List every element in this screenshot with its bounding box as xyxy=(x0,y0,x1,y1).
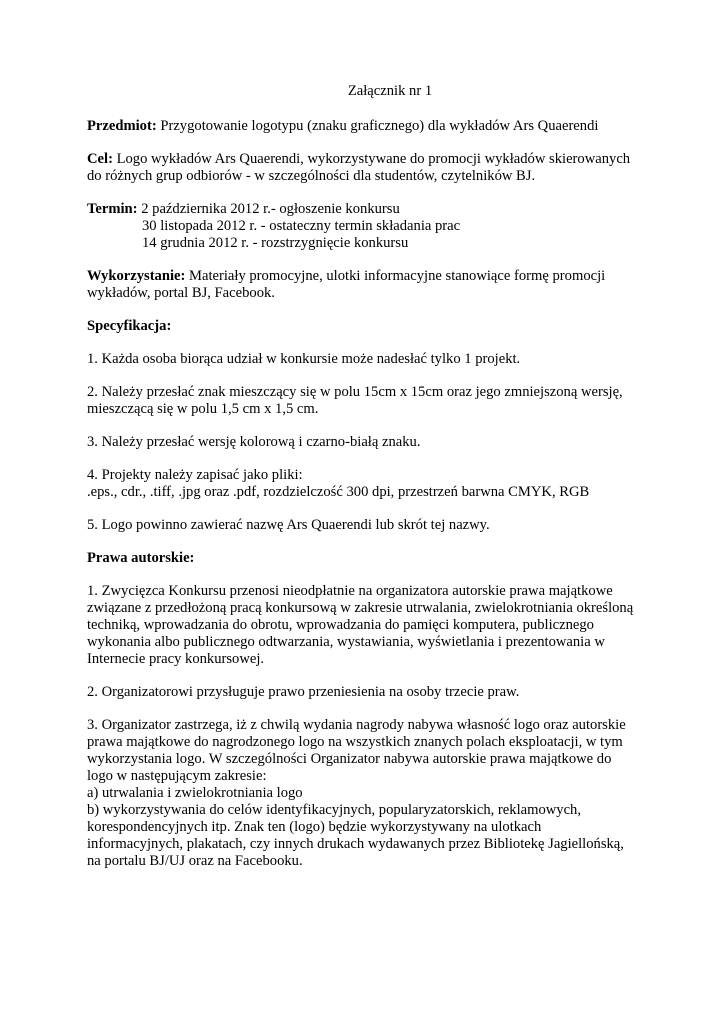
goal-paragraph xyxy=(87,151,647,185)
deadline-line-2: 30 listopada 2012 r. - ostateczny termin składania prac xyxy=(142,218,461,234)
document-page xyxy=(87,83,647,886)
deadline-label: Termin: xyxy=(87,201,138,217)
specification-item-5-text: 5. Logo powinno zawierać nazwę Ars Quaerendi lub skrót tej nazwy. xyxy=(87,517,490,533)
deadline-text-1: 2 października 2012 r.- ogłoszenie konkursu xyxy=(137,201,400,217)
specification-item-3-text: 3. Należy przesłać wersję kolorową i czarno-białą znaku. xyxy=(87,434,421,450)
copyright-item-3-line-7: korespondencyjnych itp. Znak ten (logo) będzie wykorzystywany na ulotkach xyxy=(87,819,542,835)
copyright-item-3 xyxy=(87,717,647,870)
copyright-item-3-line-9: na portalu BJ/UJ oraz na Facebooku. xyxy=(87,853,303,869)
copyright-item-1-line-5: Internecie pracy konkursowej. xyxy=(87,651,265,667)
specification-item-2-line-2: mieszczącą się w polu 1,5 cm x 1,5 cm. xyxy=(87,401,319,417)
copyright-item-1 xyxy=(87,583,647,668)
copyright-item-2-text: 2. Organizatorowi przysługuje prawo przeniesienia na osoby trzecie praw. xyxy=(87,684,520,700)
goal-label: Cel: xyxy=(87,151,113,167)
deadline-line-1 xyxy=(87,201,647,218)
copyright-item-3-line-3: wykorzystania logo. W szczególności Organizator nabywa autorskie prawa majątkowe do xyxy=(87,751,612,767)
subject-paragraph xyxy=(87,118,647,135)
specification-item-2-line-1: 2. Należy przesłać znak mieszczący się w polu 15cm x 15cm oraz jego zmniejszoną wersję, xyxy=(87,384,623,400)
usage-line-1 xyxy=(87,268,647,285)
copyright-item-2 xyxy=(87,684,647,701)
copyright-heading: Prawa autorskie: xyxy=(87,550,195,566)
copyright-item-3-line-6: b) wykorzystywania do celów identyfikacyjnych, popularyzatorskich, reklamowych, xyxy=(87,802,582,818)
goal-line-2: do różnych grup odbiorów - w szczególności dla studentów, czytelników BJ. xyxy=(87,168,536,184)
copyright-item-3-line-2: prawa majątkowe do nagrodzonego logo na wszystkich znanych polach eksploatacji, w tym xyxy=(87,734,623,750)
copyright-item-1-line-4: wykonania albo publicznego odtwarzania, wystawiania, wyświetlania i prezentowania w xyxy=(87,634,605,650)
specification-item-4-line-1: 4. Projekty należy zapisać jako pliki: xyxy=(87,467,303,483)
specification-item-4 xyxy=(87,467,647,501)
attachment-title: Załącznik nr 1 xyxy=(347,83,433,99)
specification-item-1 xyxy=(87,351,647,368)
specification-heading-paragraph xyxy=(87,318,647,335)
subject-label: Przedmiot: xyxy=(87,118,157,134)
specification-item-2 xyxy=(87,384,647,418)
specification-item-5 xyxy=(87,517,647,534)
usage-text-1: Materiały promocyjne, ulotki informacyjne stanowiące formę promocji xyxy=(185,268,606,284)
specification-item-4-line-2: .eps., cdr., .tiff, .jpg oraz .pdf, rozdzielczość 300 dpi, przestrzeń barwna CMYK, RGB xyxy=(87,484,590,500)
copyright-item-1-line-3: techniką, wprowadzania do obrotu, wprowadzania do pamięci komputera, publicznego xyxy=(87,617,594,633)
usage-line-2: wykładów, portal BJ, Facebook. xyxy=(87,285,275,301)
copyright-item-3-line-8: informacyjnych, plakatach, czy innych drukach wydawanych przez Bibliotekę Jagiellońską, xyxy=(87,836,624,852)
copyright-heading-paragraph xyxy=(87,550,647,567)
goal-text-1: Logo wykładów Ars Quaerendi, wykorzystywane do promocji wykładów skierowanych xyxy=(112,151,631,167)
specification-item-1-text: 1. Każda osoba biorąca udział w konkursie może nadesłać tylko 1 projekt. xyxy=(87,351,521,367)
goal-line-1 xyxy=(87,151,647,168)
copyright-item-3-line-4: logo w następującym zakresie: xyxy=(87,768,267,784)
copyright-item-1-line-1: 1. Zwycięzca Konkursu przenosi nieodpłatnie na organizatora autorskie prawa majątkowe xyxy=(87,583,613,599)
deadline-line-3: 14 grudnia 2012 r. - rozstrzygnięcie konkursu xyxy=(142,235,409,251)
deadline-paragraph xyxy=(87,201,647,252)
copyright-item-3-line-1: 3. Organizator zastrzega, iż z chwilą wydania nagrody nabywa własność logo oraz autorskie xyxy=(87,717,626,733)
subject-text: Przygotowanie logotypu (znaku graficznego) dla wykładów Ars Quaerendi xyxy=(156,118,599,134)
copyright-item-1-line-2: związane z przedłożoną pracą konkursową w zakresie utrwalania, zwielokrotniania określoną xyxy=(87,600,634,616)
specification-item-3 xyxy=(87,434,647,451)
usage-paragraph xyxy=(87,268,647,302)
copyright-item-3-line-5: a) utrwalania i zwielokrotniania logo xyxy=(87,785,303,801)
usage-label: Wykorzystanie: xyxy=(87,268,186,284)
subject-line xyxy=(87,118,647,135)
specification-heading: Specyfikacja: xyxy=(87,318,172,334)
